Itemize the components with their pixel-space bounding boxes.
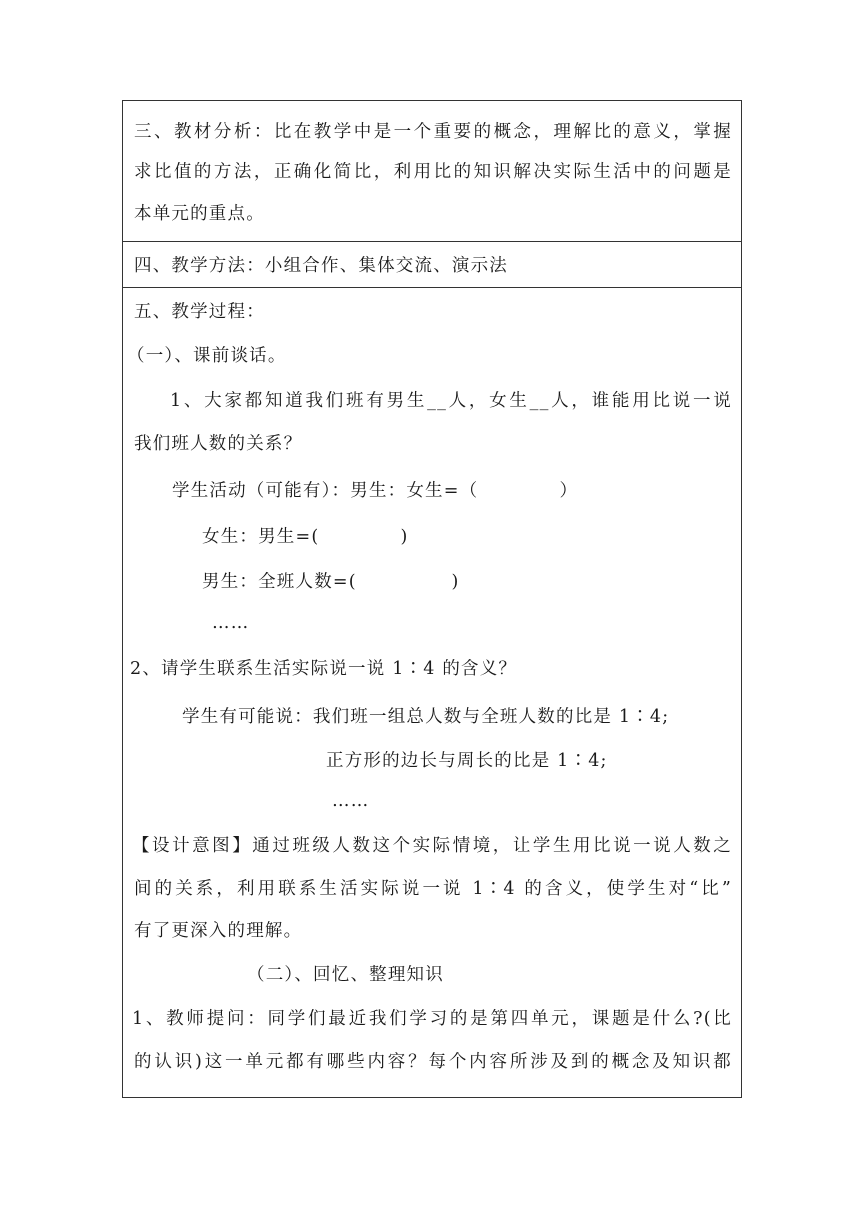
- design-intent-line: 间的关系，利用联系生活实际说一说 1∶4 的含义，使学生对“比”: [134, 879, 732, 899]
- ellipsis: ……: [212, 613, 250, 633]
- activity-line: 女生：男生=( ): [202, 527, 409, 547]
- process-cell: [123, 288, 741, 1097]
- item1-line: 1、大家都知道我们班有男生__人，女生__人，谁能用比说一说: [170, 391, 732, 411]
- item2-text: 2、请学生联系生活实际说一说 1∶4 的含义？: [130, 659, 518, 679]
- analysis-line: 本单元的重点。: [134, 204, 265, 224]
- methods-text: 四、教学方法：小组合作、集体交流、演示法: [134, 256, 508, 276]
- design-intent-line: 有了更深入的理解。: [134, 921, 303, 941]
- design-intent-line: 【设计意图】通过班级人数这个实际情境，让学生用比说一说人数之: [132, 836, 732, 856]
- activity-line: 学生活动（可能有）：男生：女生=（ ）: [172, 481, 579, 501]
- item1-line: 我们班人数的关系？: [134, 434, 303, 454]
- answer-line: 正方形的边长与周长的比是 1∶4;: [326, 751, 608, 771]
- teacher-question-line: 1、教师提问：同学们最近我们学习的是第四单元，课题是什么?(比: [132, 1009, 732, 1029]
- analysis-line: 求比值的方法，正确化简比，利用比的知识解决实际生活中的问题是: [134, 162, 732, 182]
- answer-line: 学生有可能说：我们班一组总人数与全班人数的比是 1∶4;: [182, 707, 670, 727]
- analysis-line: 三、教材分析：比在教学中是一个重要的概念，理解比的意义，掌握: [134, 122, 732, 142]
- part2-title: （二）、回忆、整理知识: [247, 965, 444, 985]
- part1-title: （一）、课前谈话。: [127, 346, 287, 366]
- methods-cell: [123, 242, 741, 288]
- process-heading: 五、教学过程：: [134, 302, 265, 322]
- activity-line: 男生：全班人数=( ): [202, 572, 460, 592]
- teacher-question-line: 的认识)这一单元都有哪些内容？每个内容所涉及到的概念及知识都: [134, 1052, 732, 1072]
- ellipsis: ……: [332, 791, 370, 811]
- lesson-plan-table: [122, 100, 742, 1098]
- analysis-cell: [123, 101, 741, 242]
